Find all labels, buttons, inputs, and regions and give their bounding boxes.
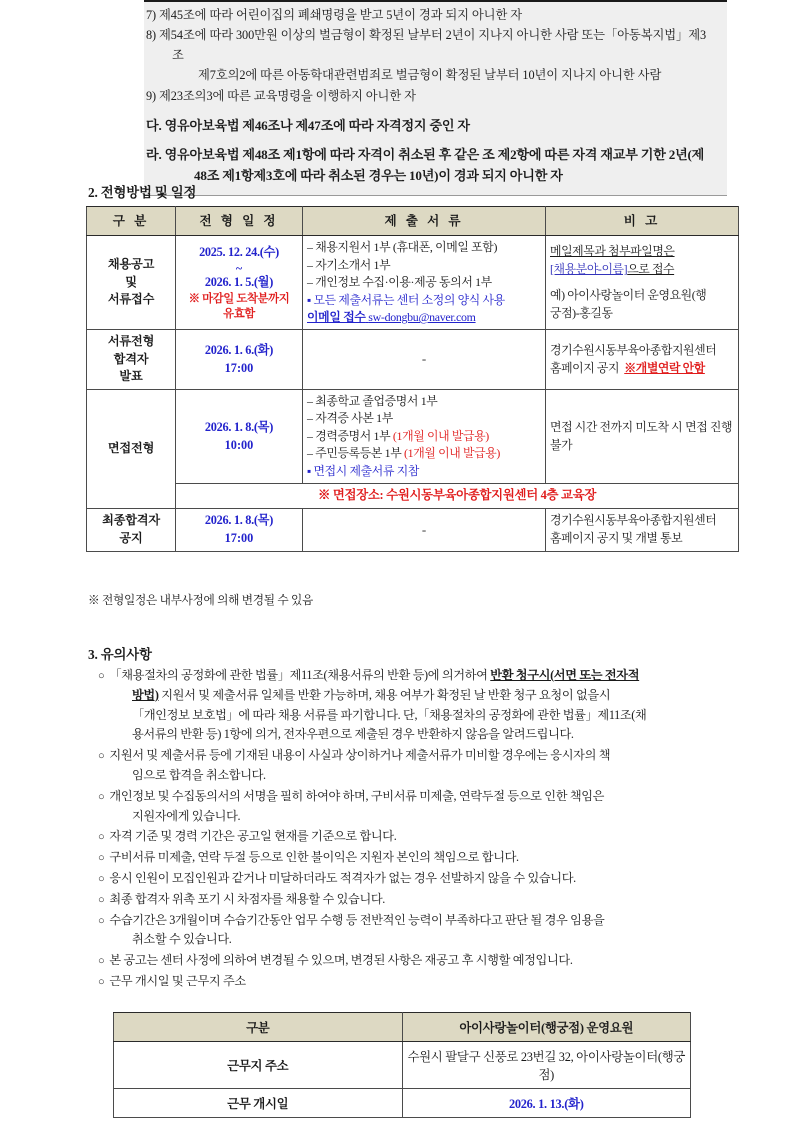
list-item: – 자격증 사본 1부: [307, 410, 541, 428]
bracket-placeholder: [채용분야-이름]: [550, 261, 628, 276]
cell-remarks: [546, 236, 739, 330]
row-value-start-date: 2026. 1. 13.(화): [402, 1089, 691, 1118]
gubun-line: 서류전형: [107, 334, 155, 349]
cell-gubun: [87, 330, 176, 390]
remark-line2: [550, 360, 734, 378]
clause-text: 영유아보육법 제46조나 제47조에 따라 자격정지 중인 자: [164, 117, 470, 133]
list-item: [307, 428, 541, 446]
gubun-line: 채용공고: [107, 257, 155, 272]
table-row: [87, 509, 739, 551]
item-number: 8): [146, 28, 157, 43]
no-individual-contact-note: ※개별연락 안함: [624, 360, 705, 375]
item-text: 제54조에 따라 300만원 이상의 벌금형이 확정된 날부터 2년이 지나지 아니한 사람 또는「아동복지법」제3조: [159, 28, 707, 63]
list-item: – 채용지원서 1부 (휴대폰, 이메일 포함): [307, 239, 541, 257]
remark-line1: 경기수원시동부육아종합지원센터: [550, 513, 717, 528]
gubun-line: 서류접수: [107, 292, 155, 307]
item-text: 제45조에 따라 어린이집의 폐쇄명령을 받고 5년이 경과 되지 아니한 자: [159, 8, 522, 22]
disqualification-block: [144, 0, 727, 196]
document-list: [307, 393, 541, 481]
deadline-note-line2: 유효함: [223, 307, 255, 320]
note-text: 수습기간은 3개월이며 수습기간동안 업무 수행 등 전반적인 능력이 부족하다고 판단 될 경우 임용을: [109, 912, 605, 927]
note-text: 개인정보 및 수집동의서의 서명을 필히 하여야 하며, 구비서류 미제출, 연락두절 등으로 인한 책임은: [109, 788, 605, 803]
clause-text: 영유아보육법 제48조 제1항에 따라 자격이 취소된 후 같은 조 제2항에 따른 자격 재교부 기한 2년(제: [164, 147, 705, 163]
note-emphasis: 방법): [132, 687, 159, 702]
note-emphasis: 반환 청구시(서면 또는 전자적: [490, 668, 640, 682]
row-label-address: 근무지 주소: [114, 1042, 403, 1089]
deadline-note-line1: ※ 마감일 도착분까지: [188, 292, 290, 305]
list-item: [98, 787, 738, 827]
col-header-remarks: 비 고: [546, 207, 739, 236]
disqualification-item: [146, 87, 717, 107]
clause-ra: [146, 145, 717, 187]
table-row: [114, 1042, 691, 1089]
document-list: [307, 239, 541, 309]
cell-documents: -: [303, 330, 546, 390]
disqualification-item: [146, 26, 717, 86]
email-label: 이메일 접수: [307, 310, 366, 325]
list-item: ▪ 면접시 제출서류 지참: [307, 463, 541, 481]
date-time: 17:00: [224, 360, 254, 375]
doc-text: 주민등록등본 1부: [315, 446, 405, 461]
clause-marker: 라.: [146, 147, 162, 163]
note-text-cont: 지원자에게 있습니다.: [132, 808, 241, 823]
cell-gubun: [87, 236, 176, 330]
table-row: [87, 330, 739, 390]
work-info-table: [113, 1012, 691, 1118]
item-text-cont: 제7호의2에 따른 아동학대관련범죄로 벌금형이 확정된 날부터 10년이 지나지 아니한 사람: [198, 68, 662, 83]
date-start: 2025. 12. 24.(수): [199, 244, 279, 259]
cell-documents: [303, 236, 546, 330]
remark-line1: 메일제목과 첨부파일명은: [550, 243, 675, 258]
section-2-heading: 2. 전형방법 및 일정: [88, 185, 197, 200]
remark-line2: 홈페이지 공지 및 개별 통보: [550, 531, 683, 546]
doc-text: 경력증명서 1부: [315, 428, 393, 443]
date-tilde: ~: [235, 260, 243, 275]
list-item: ▪ 모든 제출서류는 센터 소정의 양식 사용: [307, 292, 541, 310]
list-item: [98, 666, 738, 745]
cell-remarks: [546, 509, 739, 551]
list-item: [98, 911, 738, 951]
gubun-line: 공지: [119, 531, 143, 546]
item-text: 제23조의3에 따른 교육명령을 이행하지 아니한 자: [159, 88, 416, 103]
table-header-row: [87, 207, 739, 236]
note-text-cont: [115, 686, 738, 706]
email-address: sw-dongbu@naver.com: [368, 310, 476, 325]
row-label-start-date: 근무 개시일: [114, 1089, 403, 1118]
section-3-heading: 3. 유의사항: [88, 647, 152, 662]
date-start: 2026. 1. 8.(목): [204, 420, 274, 434]
note-text: 「채용절차의 공정화에 관한 법률」제11조(채용서류의 반환 등)에 의거하여: [109, 668, 491, 682]
cell-schedule: [176, 509, 303, 551]
schedule-table-wrapper: [86, 206, 733, 552]
row-value-address: 수원시 팔달구 신풍로 23번길 32, 아이사랑놀이터(행궁점): [402, 1042, 691, 1089]
remark-example-line2: 궁점)-홍길동: [550, 306, 613, 321]
list-item: [98, 951, 738, 971]
list-item: [98, 869, 738, 889]
list-item: – 자기소개서 1부: [307, 257, 541, 275]
note-text: 근무 개시일 및 근무지 주소: [109, 973, 246, 988]
cell-documents: -: [303, 509, 546, 551]
spacer: [550, 278, 734, 287]
note-text-cont: 용서류의 반환 등) 1항에 의거, 전자우편으로 제출된 경우 반환하지 않음을 알려드립니다.: [132, 727, 574, 742]
note-text: 지원서 및 제출서류 등에 기재된 내용이 사실과 상이하거나 제출서류가 미비할 경우에는 응시자의 책: [109, 748, 611, 763]
list-item: [98, 746, 738, 786]
gubun-line: 합격자: [113, 351, 149, 366]
note-text: 지원서 및 제출서류 일체를 반환 가능하며, 채용 여부가 확정된 날 반환 청구 요청이 없을시: [158, 687, 611, 702]
list-item: [98, 890, 738, 910]
work-info-table-wrapper: [113, 1012, 691, 1118]
item-number: 7): [146, 8, 157, 22]
table-row: [87, 389, 739, 484]
bracket-tail: 으로 접수: [627, 261, 675, 276]
date-start: 2026. 1. 8.(목): [204, 513, 274, 528]
list-item: – 최종학교 졸업증명서 1부: [307, 393, 541, 411]
list-item: [98, 972, 738, 992]
doc-note: (1개월 이내 발급용): [404, 446, 501, 461]
note-text: 최종 합격자 위촉 포기 시 차점자를 채용할 수 있습니다.: [109, 891, 385, 906]
col-header-gubun: 구분: [114, 1013, 403, 1042]
date-time: 10:00: [224, 437, 254, 452]
remark-line2: 면접 진행 불가: [550, 420, 733, 452]
date-time: 17:00: [224, 531, 254, 546]
table-row: [87, 236, 739, 330]
note-text: 자격 기준 및 경력 기간은 공고일 현재를 기준으로 합니다.: [109, 829, 397, 844]
schedule-table: [86, 206, 739, 552]
table-row: [114, 1089, 691, 1118]
note-text-cont: 임으로 합격을 취소합니다.: [132, 767, 266, 782]
clause-da: [146, 116, 717, 137]
cell-gubun: [87, 509, 176, 551]
cell-gubun: 면접전형: [87, 389, 176, 508]
remark-line1: 면접 시간 전까지 미도착 시: [550, 420, 683, 435]
table-row-venue: [87, 484, 739, 509]
list-item: [98, 848, 738, 868]
cell-remarks: [546, 389, 739, 484]
email-submission-link[interactable]: [307, 309, 541, 326]
note-text: 응시 인원이 모집인원과 같거나 미달하더라도 적격자가 없는 경우 선발하지 않을 수 있습니다.: [109, 870, 576, 885]
gubun-line: 및: [125, 274, 137, 289]
table-header-row: [114, 1013, 691, 1042]
cell-remarks: [546, 330, 739, 390]
schedule-footnote: ※ 전형일정은 내부사정에 의해 변경될 수 있음: [88, 594, 313, 607]
list-item: [307, 445, 541, 463]
list-item: [98, 827, 738, 847]
gubun-line: 발표: [119, 369, 143, 384]
cell-schedule: [176, 236, 303, 330]
clause-text-cont: 48조 제1항제3호에 따라 취소된 경우는 10년)이 경과 되지 아니한 자: [194, 168, 563, 184]
note-text-cont: 「개인정보 보호법」에 따라 채용 서류를 파기합니다. 단,「채용절차의 공정화에 관한 법률」제11조(채: [132, 707, 647, 722]
note-text: 본 공고는 센터 사정에 의하여 변경될 수 있으며, 변경된 사항은 재공고 후 시행할 예정입니다.: [109, 953, 573, 968]
item-number: 9): [146, 88, 157, 103]
date-end: 2026. 1. 5.(월): [204, 275, 274, 290]
remark-line2: [550, 261, 734, 279]
cell-documents: [303, 389, 546, 484]
note-text-cont: 취소할 수 있습니다.: [132, 932, 232, 947]
interview-venue-note: ※ 면접장소: 수원시동부육아종합지원센터 4층 교육장: [176, 484, 739, 509]
date-start: 2026. 1. 6.(화): [204, 342, 274, 357]
remark-prefix: 홈페이지 공지: [550, 360, 620, 375]
gubun-line: 최종합격자: [102, 513, 160, 528]
col-header-schedule: 전 형 일 정: [176, 207, 303, 236]
remark-example-line1: 예) 아이사랑놀이터 운영요원(행: [550, 288, 707, 303]
doc-note: (1개월 이내 발급용): [392, 428, 489, 443]
disqualification-item: [146, 6, 717, 26]
clause-marker: 다.: [146, 117, 162, 133]
note-text: 구비서류 미제출, 연락 두절 등으로 인한 불이익은 지원자 본인의 책임으로 합니다.: [109, 850, 519, 865]
cell-schedule: [176, 389, 303, 484]
col-header-documents: 제 출 서 류: [303, 207, 546, 236]
notes-list: [98, 666, 738, 993]
remark-line1: 경기수원시동부육아종합지원센터: [550, 343, 717, 357]
list-item: – 개인정보 수집·이용·제공 동의서 1부: [307, 274, 541, 292]
col-header-gubun: 구 분: [87, 207, 176, 236]
col-header-position: 아이사랑놀이터(행궁점) 운영요원: [402, 1013, 691, 1042]
cell-schedule: [176, 330, 303, 390]
